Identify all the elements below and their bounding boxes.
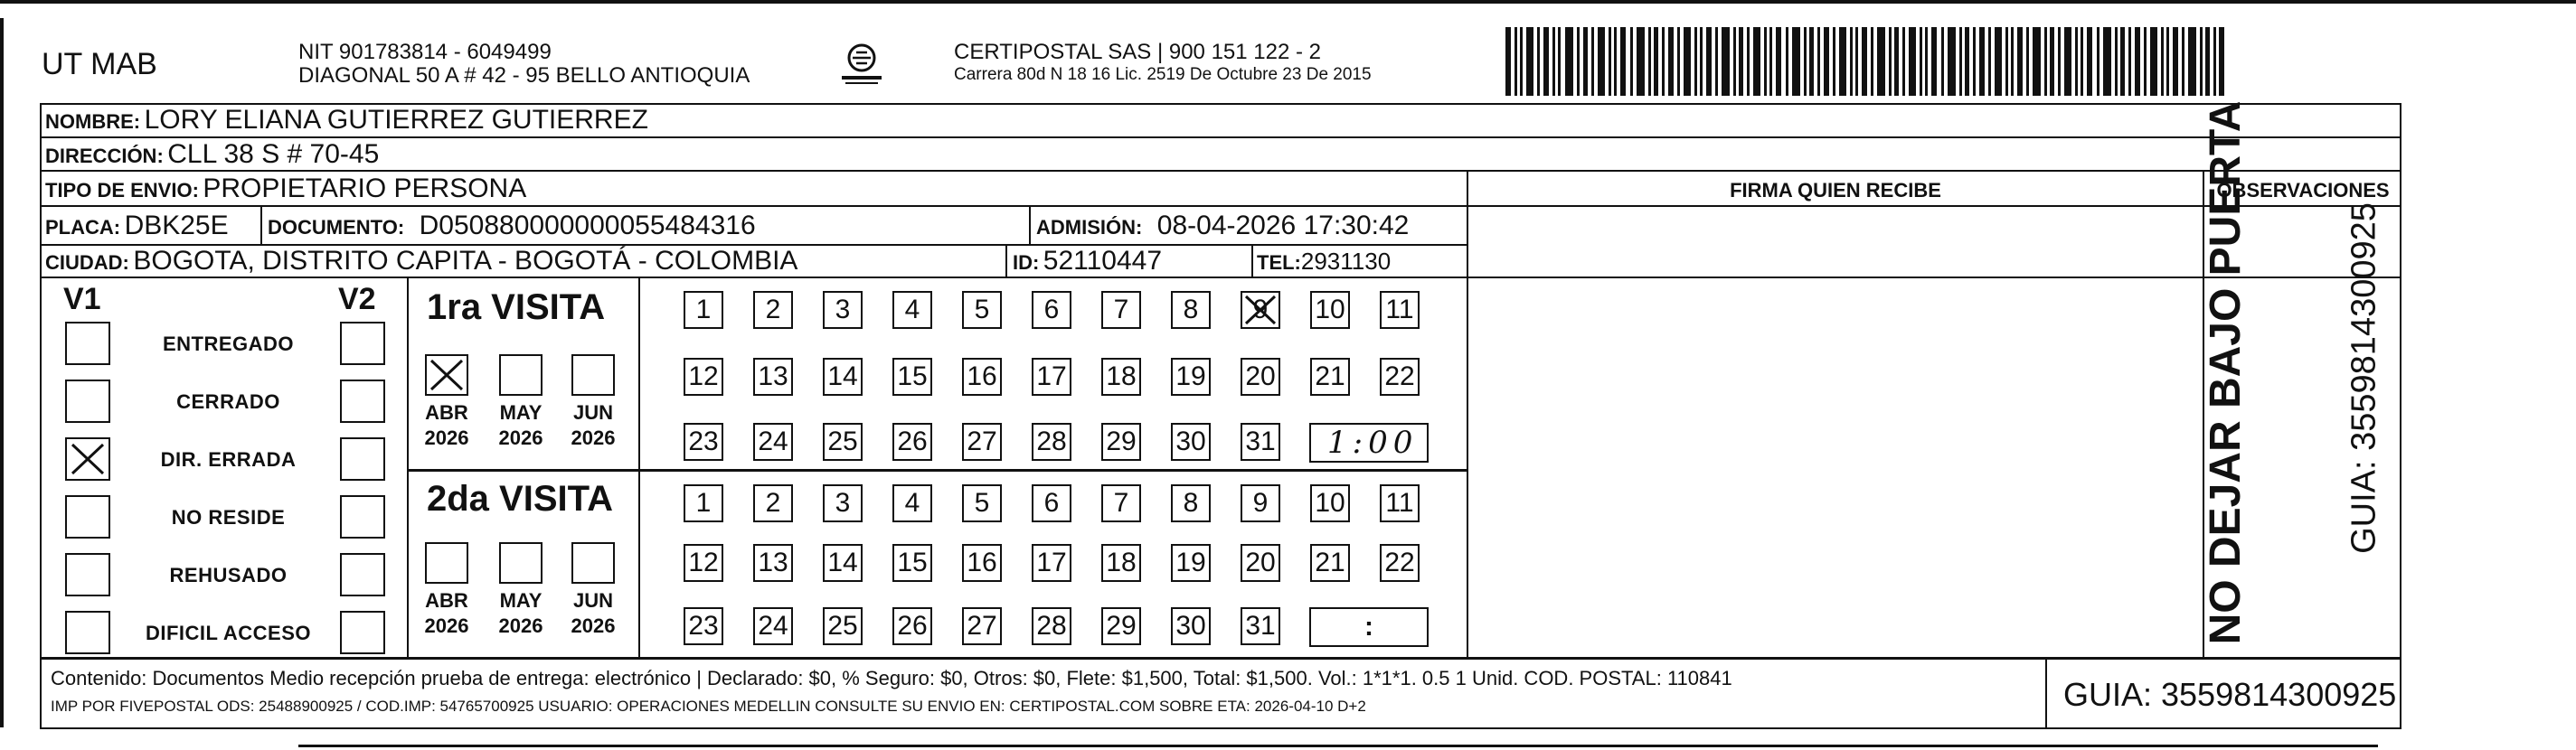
days-second-day-8[interactable] bbox=[1171, 484, 1211, 522]
day-number: 7 bbox=[1113, 295, 1129, 324]
days-first-day-26[interactable] bbox=[892, 423, 932, 461]
days-second-day-29[interactable] bbox=[1101, 607, 1141, 645]
admision-divider bbox=[1029, 207, 1031, 244]
days-second-day-21[interactable] bbox=[1310, 544, 1350, 582]
day-number: 6 bbox=[1043, 488, 1060, 518]
day-number: 5 bbox=[974, 295, 990, 324]
days-second-day-15[interactable] bbox=[892, 544, 932, 582]
v1-checkbox-5[interactable] bbox=[65, 611, 110, 654]
side-guia: GUIA: 3559814300925 bbox=[2345, 202, 2383, 554]
row-line-1 bbox=[40, 136, 2401, 138]
check-x-icon bbox=[67, 439, 109, 479]
day-number: 18 bbox=[1106, 548, 1137, 577]
months-first-box-abr[interactable] bbox=[425, 354, 468, 396]
months-second-box-jun[interactable] bbox=[571, 542, 615, 584]
days-first-day-30[interactable] bbox=[1171, 423, 1211, 461]
months-second-box-may[interactable] bbox=[499, 542, 543, 584]
check-x-icon bbox=[427, 356, 467, 394]
day-number: 10 bbox=[1315, 488, 1345, 518]
observaciones-header: OBSERVACIONES bbox=[2216, 179, 2390, 202]
top-cut-line bbox=[0, 0, 2576, 4]
days-second-day-19[interactable] bbox=[1171, 544, 1211, 582]
days-first-day-25[interactable] bbox=[823, 423, 863, 461]
days-second-day-7[interactable] bbox=[1101, 484, 1141, 522]
day-number: 19 bbox=[1175, 548, 1206, 577]
days-first-day-5[interactable] bbox=[962, 291, 1002, 329]
months-first-year-abr: 2026 bbox=[424, 427, 469, 449]
day-number: 27 bbox=[967, 611, 997, 641]
visit-split-line bbox=[407, 469, 1468, 472]
placa-value: DBK25E bbox=[124, 211, 229, 240]
certipostal-logo-icon bbox=[836, 38, 887, 89]
status-label-0: ENTREGADO bbox=[162, 333, 295, 355]
day-number: 26 bbox=[897, 427, 928, 456]
day-number: 5 bbox=[974, 488, 990, 518]
months-first-label-abr: ABR bbox=[425, 401, 468, 424]
days-second-day-23[interactable] bbox=[684, 607, 723, 645]
v1-checkbox-4[interactable] bbox=[65, 553, 110, 596]
address-text: DIAGONAL 50 A # 42 - 95 BELLO ANTIOQUIA bbox=[298, 63, 750, 88]
documento-cell bbox=[268, 207, 756, 244]
day-number: 29 bbox=[1106, 427, 1137, 456]
days-second-day-27[interactable] bbox=[962, 607, 1002, 645]
days-second-day-25[interactable] bbox=[823, 607, 863, 645]
id-value: 52110447 bbox=[1043, 246, 1163, 276]
months-first-box-jun[interactable] bbox=[571, 354, 615, 396]
days-first-day-3[interactable] bbox=[823, 291, 863, 329]
first-visit-title: 1ra VISITA bbox=[427, 287, 606, 327]
day-number: 21 bbox=[1315, 548, 1345, 577]
v2-checkbox-2[interactable] bbox=[340, 437, 385, 481]
days-first-day-19[interactable] bbox=[1171, 358, 1211, 396]
day-number: 10 bbox=[1315, 295, 1345, 324]
left-edge-line bbox=[0, 18, 4, 727]
months-first-box-may[interactable] bbox=[499, 354, 543, 396]
day-number: 1 bbox=[695, 488, 712, 518]
day-number: 30 bbox=[1175, 611, 1206, 641]
day-number: 7 bbox=[1113, 488, 1129, 518]
status-label-5: DIFICIL ACCESO bbox=[145, 622, 311, 644]
tel-divider bbox=[1251, 246, 1253, 277]
days-second-day-30[interactable] bbox=[1171, 607, 1211, 645]
day-number: 30 bbox=[1175, 427, 1206, 456]
months-first-year-may: 2026 bbox=[498, 427, 543, 449]
days-second-day-24[interactable] bbox=[753, 607, 793, 645]
placa-label: PLACA: bbox=[45, 216, 121, 239]
documento-label: DOCUMENTO: bbox=[268, 216, 405, 239]
firma-header: FIRMA QUIEN RECIBE bbox=[1730, 179, 1941, 202]
second-time-colon: : bbox=[1364, 612, 1373, 642]
days-first-day-23[interactable] bbox=[684, 423, 723, 461]
days-first-day-10[interactable] bbox=[1310, 291, 1350, 329]
v1-checkbox-1[interactable] bbox=[65, 380, 110, 423]
days-first-day-6[interactable] bbox=[1032, 291, 1071, 329]
v2-checkbox-3[interactable] bbox=[340, 495, 385, 539]
days-first-day-11[interactable] bbox=[1380, 291, 1420, 329]
day-number: 17 bbox=[1036, 361, 1067, 391]
day-number: 3 bbox=[835, 295, 851, 324]
carrier-text: CERTIPOSTAL SAS | 900 151 122 - 2 bbox=[954, 40, 1321, 64]
tipo-label: TIPO DE ENVIO: bbox=[45, 179, 199, 202]
v1-header: V1 bbox=[63, 282, 101, 316]
day-number: 27 bbox=[967, 427, 997, 456]
first-time-handwritten: 1:00 bbox=[1327, 425, 1419, 461]
day-number: 23 bbox=[688, 611, 719, 641]
barcode bbox=[1505, 27, 2224, 96]
day-number: 15 bbox=[897, 361, 928, 391]
admision-cell bbox=[1036, 207, 1409, 244]
day-number: 21 bbox=[1315, 361, 1345, 391]
months-first-label-may: MAY bbox=[499, 401, 543, 424]
day-number: 4 bbox=[904, 295, 920, 324]
v1-checkbox-2[interactable] bbox=[65, 437, 110, 481]
days-second-day-28[interactable] bbox=[1032, 607, 1071, 645]
tipo-value: PROPIETARIO PERSONA bbox=[203, 173, 527, 203]
month-divider bbox=[638, 277, 640, 657]
ciudad-value: BOGOTA, DISTRITO CAPITA - BOGOTÁ - COLOMBIA bbox=[133, 246, 798, 276]
days-first-day-31[interactable] bbox=[1241, 423, 1280, 461]
tel-label: TEL: bbox=[1257, 251, 1301, 274]
days-first-day-13[interactable] bbox=[753, 358, 793, 396]
second-time-box[interactable] bbox=[1309, 607, 1429, 647]
ciudad-cell bbox=[45, 246, 797, 277]
months-second-label-may: MAY bbox=[499, 589, 543, 612]
day-number: 12 bbox=[688, 548, 719, 577]
days-second-day-6[interactable] bbox=[1032, 484, 1071, 522]
days-first-day-7[interactable] bbox=[1101, 291, 1141, 329]
nit-text: NIT 901783814 - 6049499 bbox=[298, 40, 552, 64]
admision-value: 08-04-2026 17:30:42 bbox=[1156, 211, 1410, 240]
day-number: 14 bbox=[827, 548, 858, 577]
days-first-day-14[interactable] bbox=[823, 358, 863, 396]
days-second-day-31[interactable] bbox=[1241, 607, 1280, 645]
no-dejar-warning: NO DEJAR BAJO PUERTA bbox=[2202, 100, 2250, 645]
day-number: 20 bbox=[1245, 361, 1276, 391]
days-first-day-1[interactable] bbox=[684, 291, 723, 329]
day-number: 16 bbox=[967, 361, 997, 391]
day-number: 31 bbox=[1245, 611, 1276, 641]
months-second-box-abr[interactable] bbox=[425, 542, 468, 584]
days-second-day-3[interactable] bbox=[823, 484, 863, 522]
days-first-day-17[interactable] bbox=[1032, 358, 1071, 396]
day-number: 20 bbox=[1245, 548, 1276, 577]
days-second-day-1[interactable] bbox=[684, 484, 723, 522]
bottom-cut-line bbox=[298, 745, 2378, 747]
row-line-5 bbox=[40, 277, 2401, 278]
v2-checkbox-1[interactable] bbox=[340, 380, 385, 423]
day-number: 2 bbox=[765, 488, 781, 518]
days-second-day-2[interactable] bbox=[753, 484, 793, 522]
v2-checkbox-4[interactable] bbox=[340, 553, 385, 596]
months-first-year-jun: 2026 bbox=[571, 427, 616, 449]
day-number: 3 bbox=[835, 488, 851, 518]
days-first-day-9[interactable] bbox=[1241, 291, 1280, 329]
days-first-day-16[interactable] bbox=[962, 358, 1002, 396]
days-second-day-4[interactable] bbox=[892, 484, 932, 522]
days-second-day-9[interactable] bbox=[1241, 484, 1280, 522]
v1-checkbox-3[interactable] bbox=[65, 495, 110, 539]
check-x-icon bbox=[1242, 293, 1279, 336]
days-first-day-22[interactable] bbox=[1380, 358, 1420, 396]
months-first-label-jun: JUN bbox=[572, 401, 613, 424]
id-cell bbox=[1013, 246, 1162, 277]
direccion-label: DIRECCIÓN: bbox=[45, 145, 164, 167]
v2-checkbox-0[interactable] bbox=[340, 322, 385, 365]
day-number: 13 bbox=[758, 361, 788, 391]
footer-guia-divider bbox=[2045, 659, 2047, 729]
direccion-value: CLL 38 S # 70-45 bbox=[167, 139, 380, 169]
day-number: 8 bbox=[1183, 488, 1199, 518]
day-number: 26 bbox=[897, 611, 928, 641]
day-number: 19 bbox=[1175, 361, 1206, 391]
days-second-day-26[interactable] bbox=[892, 607, 932, 645]
documento-value: D050880000000055484316 bbox=[419, 211, 756, 240]
day-number: 16 bbox=[967, 548, 997, 577]
first-time-box[interactable] bbox=[1309, 423, 1429, 463]
day-number: 4 bbox=[904, 488, 920, 518]
second-visit-title: 2da VISITA bbox=[427, 479, 613, 519]
days-second-day-5[interactable] bbox=[962, 484, 1002, 522]
day-number: 28 bbox=[1036, 427, 1067, 456]
tel-cell bbox=[1257, 246, 1391, 277]
months-second-label-jun: JUN bbox=[572, 589, 613, 612]
days-first-day-4[interactable] bbox=[892, 291, 932, 329]
days-first-day-12[interactable] bbox=[684, 358, 723, 396]
day-number: 23 bbox=[688, 427, 719, 456]
days-second-day-18[interactable] bbox=[1101, 544, 1141, 582]
admision-label: ADMISIÓN: bbox=[1036, 216, 1143, 239]
days-second-day-22[interactable] bbox=[1380, 544, 1420, 582]
days-first-day-20[interactable] bbox=[1241, 358, 1280, 396]
day-number: 22 bbox=[1384, 548, 1415, 577]
nombre-label: NOMBRE: bbox=[45, 110, 141, 133]
placa-divider bbox=[260, 207, 262, 244]
days-second-day-20[interactable] bbox=[1241, 544, 1280, 582]
months-second-year-jun: 2026 bbox=[571, 614, 616, 637]
days-first-day-28[interactable] bbox=[1032, 423, 1071, 461]
day-number: 25 bbox=[827, 427, 858, 456]
v2-header: V2 bbox=[338, 282, 376, 316]
status-label-2: DIR. ERRADA bbox=[160, 448, 297, 471]
day-number: 1 bbox=[695, 295, 712, 324]
days-second-day-13[interactable] bbox=[753, 544, 793, 582]
day-number: 12 bbox=[688, 361, 719, 391]
days-first-day-18[interactable] bbox=[1101, 358, 1141, 396]
days-second-day-16[interactable] bbox=[962, 544, 1002, 582]
day-number: 18 bbox=[1106, 361, 1137, 391]
day-number: 28 bbox=[1036, 611, 1067, 641]
day-number: 24 bbox=[758, 611, 788, 641]
v1-checkbox-0[interactable] bbox=[65, 322, 110, 365]
direccion-row bbox=[45, 137, 379, 171]
id-divider bbox=[1005, 246, 1007, 277]
placa-cell bbox=[45, 207, 229, 244]
day-number: 29 bbox=[1106, 611, 1137, 641]
v2-checkbox-5[interactable] bbox=[340, 611, 385, 654]
days-first-day-21[interactable] bbox=[1310, 358, 1350, 396]
nombre-value: LORY ELIANA GUTIERREZ GUTIERREZ bbox=[144, 105, 648, 135]
days-second-day-14[interactable] bbox=[823, 544, 863, 582]
days-first-day-29[interactable] bbox=[1101, 423, 1141, 461]
day-number: 9 bbox=[1252, 488, 1269, 518]
footer-guia: GUIA: 3559814300925 bbox=[2063, 676, 2397, 713]
days-second-day-10[interactable] bbox=[1310, 484, 1350, 522]
days-first-day-8[interactable] bbox=[1171, 291, 1211, 329]
day-number: 13 bbox=[758, 548, 788, 577]
nombre-row bbox=[45, 103, 648, 136]
days-first-day-2[interactable] bbox=[753, 291, 793, 329]
months-second-year-may: 2026 bbox=[498, 614, 543, 637]
day-number: 11 bbox=[1385, 488, 1414, 518]
license-text: Carrera 80d N 18 16 Lic. 2519 De Octubre 23 De 2015 bbox=[954, 65, 1372, 84]
day-number: 31 bbox=[1245, 427, 1276, 456]
tipo-row bbox=[45, 172, 526, 206]
status-divider bbox=[407, 277, 409, 657]
footer-contenido: Contenido: Documentos Medio recepción prueba de entrega: electrónico | Declarado: $0, % Seguro: $0, Otros: $0, Flete: $1,500, Total: $1,500. Vol.: 1*1*1. 0.5 1 Unid. COD. POSTAL: 110841 bbox=[51, 667, 1732, 689]
firma-column-divider bbox=[1467, 172, 1468, 659]
day-number: 14 bbox=[827, 361, 858, 391]
footer-imp: IMP POR FIVEPOSTAL ODS: 25488900925 / COD.IMP: 54765700925 USUARIO: OPERACIONES MEDELLIN CONSULTE SU ENVIO EN: CERTIPOSTAL.COM SOBRE ETA: 2026-04-10 D+2 bbox=[51, 698, 1366, 715]
days-second-day-11[interactable] bbox=[1380, 484, 1420, 522]
day-number: 24 bbox=[758, 427, 788, 456]
day-number: 9 bbox=[1252, 295, 1269, 324]
day-number: 6 bbox=[1043, 295, 1060, 324]
ciudad-label: CIUDAD: bbox=[45, 251, 129, 274]
id-label: ID: bbox=[1013, 251, 1040, 274]
months-second-year-abr: 2026 bbox=[424, 614, 469, 637]
day-number: 11 bbox=[1385, 295, 1414, 324]
company-name: UT MAB bbox=[42, 47, 157, 81]
day-number: 2 bbox=[765, 295, 781, 324]
days-first-day-27[interactable] bbox=[962, 423, 1002, 461]
day-number: 22 bbox=[1384, 361, 1415, 391]
days-second-day-12[interactable] bbox=[684, 544, 723, 582]
months-second-label-abr: ABR bbox=[425, 589, 468, 612]
tel-value: 2931130 bbox=[1300, 248, 1392, 275]
footer-top-line bbox=[40, 657, 2401, 660]
status-label-4: REHUSADO bbox=[169, 564, 288, 586]
days-first-day-24[interactable] bbox=[753, 423, 793, 461]
status-label-3: NO RESIDE bbox=[171, 506, 286, 529]
day-number: 8 bbox=[1183, 295, 1199, 324]
day-number: 15 bbox=[897, 548, 928, 577]
days-first-day-15[interactable] bbox=[892, 358, 932, 396]
days-second-day-17[interactable] bbox=[1032, 544, 1071, 582]
day-number: 17 bbox=[1036, 548, 1067, 577]
day-number: 25 bbox=[827, 611, 858, 641]
status-label-1: CERRADO bbox=[176, 390, 280, 413]
